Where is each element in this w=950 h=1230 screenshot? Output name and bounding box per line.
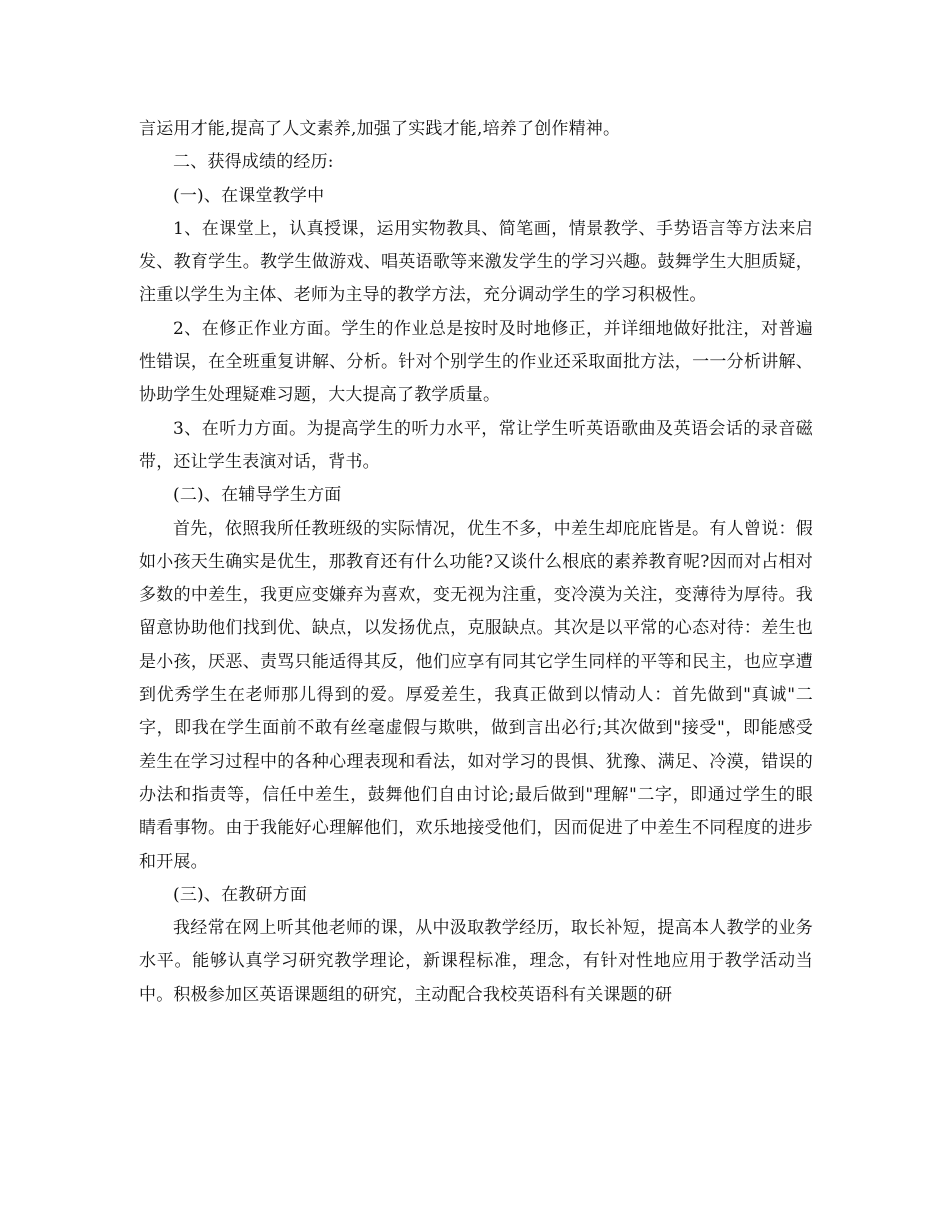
paragraph-classroom-1: 1、在课堂上，认真授课，运用实物教具、简笔画，情景教学、手势语言等方法来启发、教育学生。教学生做游戏、唱英语歌等来激发学生的学习兴趣。鼓舞学生大胆质疑，注重以学生为主体、老师为主导的教学方法，充分调动学生的学习积极性。 <box>139 218 813 306</box>
paragraph-homework-2: 2、在修正作业方面。学生的作业总是按时及时地修正，并详细地做好批注，对普遍性错误，在全班重复讲解、分析。针对个别学生的作业还采取面批方法，一一分析讲解、协助学生处理疑难习题，大大提高了教学质量。 <box>139 318 813 406</box>
paragraph-tutoring: 首先，依照我所任教班级的实际情况，优生不多，中差生却庇庇皆是。有人曾说：假如小孩天生确实是优生，那教育还有什么功能?又谈什么根底的素养教育呢?因而对占相对多数的中差生，我更应变嫌弃为喜欢，变无视为注重，变冷漠为关注，变薄待为厚待。我留意协助他们找到优、缺点，以发扬优点，克服缺点。其次是以平常的心态对待：差生也是小孩，厌恶、责骂只能适得其反，他们应享有同其它学生同样的平等和民主，也应享遭到优秀学生在老师那儿得到的爱。厚爱差生，我真正做到以情动人：首先做到"真诚"二字，即我在学生面前不敢有丝毫虚假与欺哄，做到言出必行;其次做到"接受"，即能感受差生在学习过程中的各种心理表现和看法，如对学习的畏惧、犹豫、满足、冷漠，错误的办法和指责等，信任中差生，鼓舞他们自由讨论;最后做到"理解"二字，即通过学生的眼睛看事物。由于我能好心理解他们，欢乐地接受他们，因而促进了中差生不同程度的进步和开展。 <box>139 518 813 872</box>
paragraph-research: 我经常在网上听其他老师的课，从中汲取教学经历，取长补短，提高本人教学的业务水平。能够认真学习研究教学理论，新课程标准，理念，有针对性地应用于教学活动当中。积极参加区英语课题组的研究，主动配合我校英语科有关课题的研 <box>139 918 813 1005</box>
subsection-heading-1: (一)、在课堂教学中 <box>173 185 325 206</box>
paragraph-listening-3: 3、在听力方面。为提高学生的听力水平，常让学生听英语歌曲及英语会话的录音磁带，还让学生表演对话，背书。 <box>139 418 813 472</box>
subsection-heading-3: (三)、在教研方面 <box>173 884 308 905</box>
paragraph-1: 言运用才能,提高了人文素养,加强了实践才能,培养了创作精神。 <box>139 119 621 139</box>
document-body <box>139 113 813 1012</box>
subsection-heading-2: (二)、在辅导学生方面 <box>173 485 342 506</box>
section-heading-2: 二、获得成绩的经历: <box>173 152 334 173</box>
